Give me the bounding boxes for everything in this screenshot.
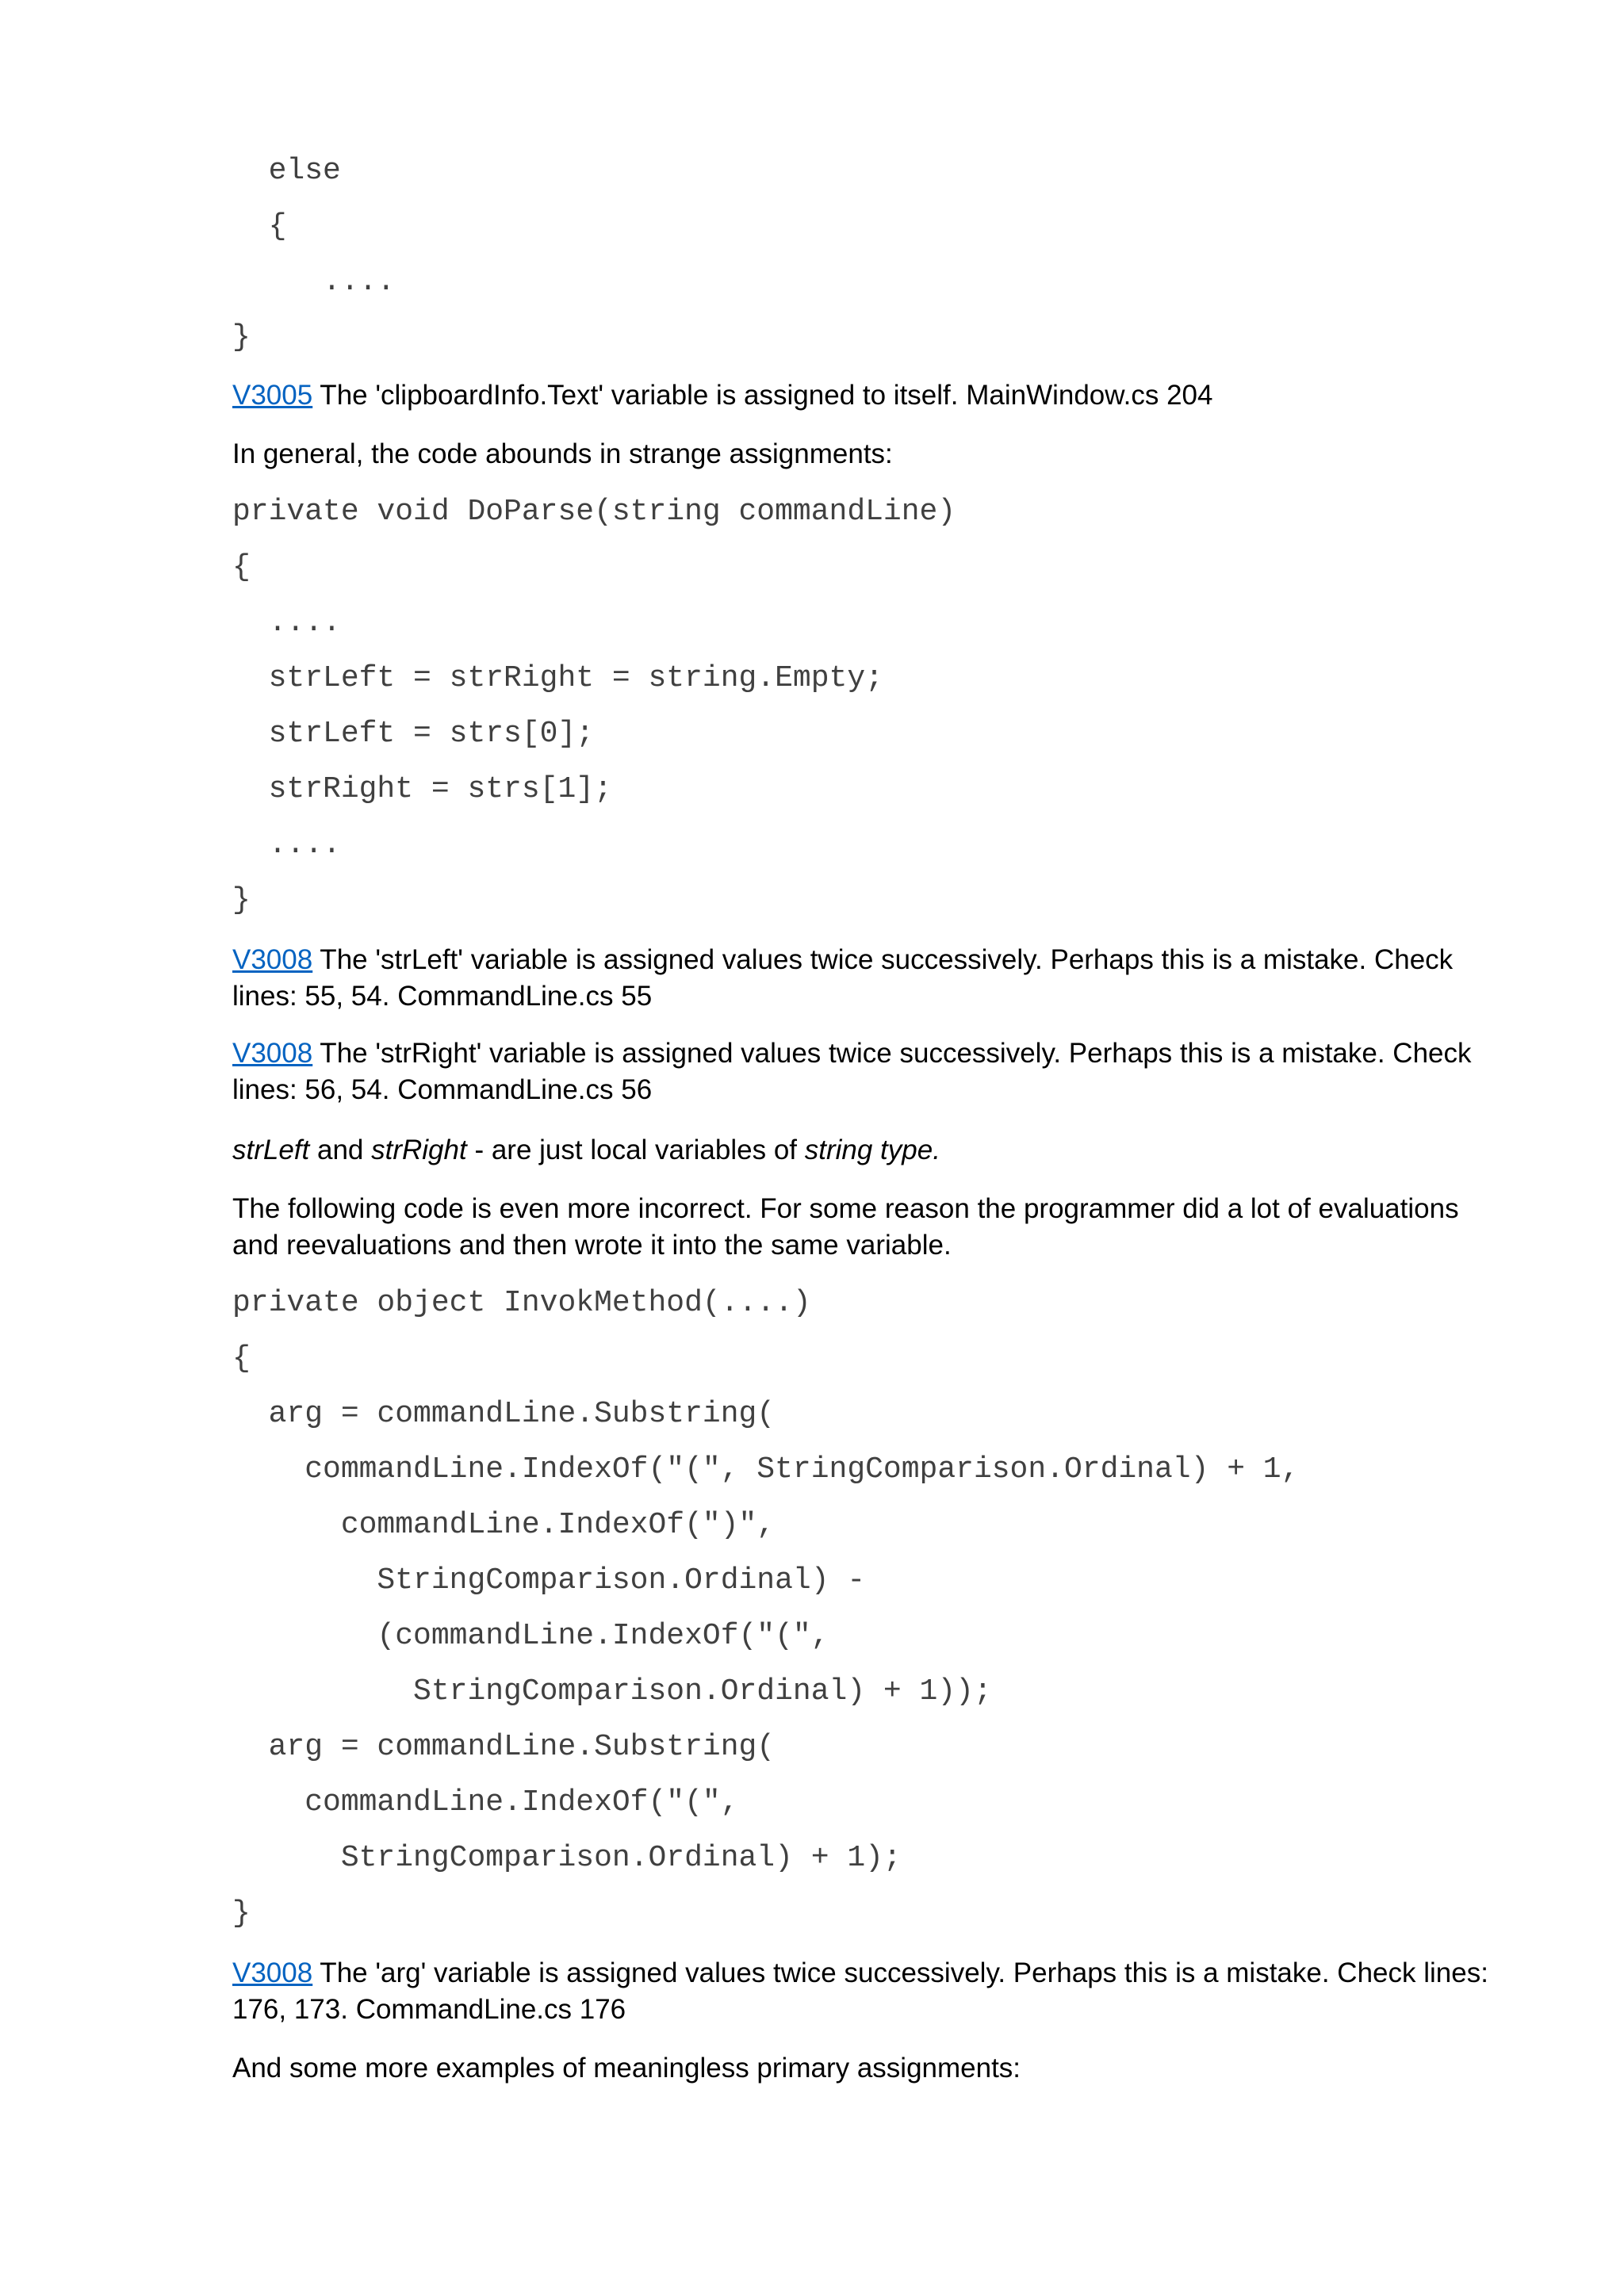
- code-line: strLeft = strs[0];: [232, 717, 595, 751]
- paragraph-local-variables: [232, 1132, 1509, 1169]
- code-line: }: [232, 320, 251, 354]
- code-line: {: [232, 1341, 251, 1376]
- inline-text: - are just local variables of: [466, 1135, 805, 1165]
- inline-text: and: [309, 1135, 372, 1165]
- diagnostic-link-v3008[interactable]: V3008: [232, 1038, 313, 1069]
- code-line: StringComparison.Ordinal) + 1));: [232, 1674, 992, 1709]
- diagnostic-text: The 'clipboardInfo.Text' variable is assigned to itself. MainWindow.cs 204: [312, 380, 1213, 411]
- code-line: ....: [232, 606, 341, 640]
- diagnostic-link-v3008[interactable]: V3008: [232, 944, 313, 975]
- code-line: ....: [232, 265, 396, 299]
- diagnostic-v3008-strright: [232, 1035, 1509, 1108]
- code-line: (commandLine.IndexOf("(",: [232, 1619, 829, 1653]
- diagnostic-v3008-arg: [232, 1955, 1509, 2028]
- code-line: StringComparison.Ordinal) -: [232, 1563, 866, 1598]
- code-line: private object InvokMethod(....): [232, 1286, 811, 1320]
- code-line: arg = commandLine.Substring(: [232, 1397, 776, 1431]
- code-line: {: [232, 550, 251, 584]
- inline-type: string type.: [804, 1135, 940, 1165]
- code-line: private void DoParse(string commandLine): [232, 495, 956, 529]
- paragraph-strange-assignments: In general, the code abounds in strange assignments:: [232, 438, 893, 469]
- inline-var: strRight: [371, 1135, 467, 1165]
- code-line: commandLine.IndexOf("(",: [232, 1785, 739, 1820]
- code-line: }: [232, 883, 251, 917]
- diagnostic-text: The 'arg' variable is assigned values twice successively. Perhaps this is a mistake. Check lines: 176, 173. CommandLine.cs 176: [232, 1957, 1488, 2025]
- diagnostic-v3008-strleft: [232, 942, 1509, 1015]
- code-line: commandLine.IndexOf("(", StringComparison.Ordinal) + 1,: [232, 1452, 1300, 1487]
- code-line: commandLine.IndexOf(")",: [232, 1508, 776, 1542]
- inline-var: strLeft: [232, 1135, 310, 1165]
- code-line: ....: [232, 828, 341, 862]
- code-line: {: [232, 209, 287, 243]
- diagnostic-text: The 'strRight' variable is assigned values twice successively. Perhaps this is a mistake. Check lines: 56, 54. CommandLine.cs 56: [232, 1038, 1472, 1105]
- code-line: arg = commandLine.Substring(: [232, 1730, 776, 1764]
- paragraph-more-examples: And some more examples of meaningless primary assignments:: [232, 2053, 1021, 2084]
- diagnostic-text: The 'strLeft' variable is assigned values twice successively. Perhaps this is a mistake. Check lines: 55, 54. CommandLine.cs 55: [232, 944, 1454, 1012]
- diagnostic-link-v3005[interactable]: V3005: [232, 380, 313, 411]
- diagnostic-v3005: [232, 377, 1509, 414]
- code-line: }: [232, 1896, 251, 1931]
- code-line: StringComparison.Ordinal) + 1);: [232, 1841, 902, 1875]
- code-line: else: [232, 154, 341, 188]
- code-line: strRight = strs[1];: [232, 772, 612, 806]
- code-line: strLeft = strRight = string.Empty;: [232, 661, 883, 695]
- diagnostic-link-v3008[interactable]: V3008: [232, 1957, 313, 1988]
- paragraph-even-more-incorrect: The following code is even more incorrect. For some reason the programmer did a lot of evaluations and reevaluations and then wrote it into the same variable.: [232, 1193, 1459, 1261]
